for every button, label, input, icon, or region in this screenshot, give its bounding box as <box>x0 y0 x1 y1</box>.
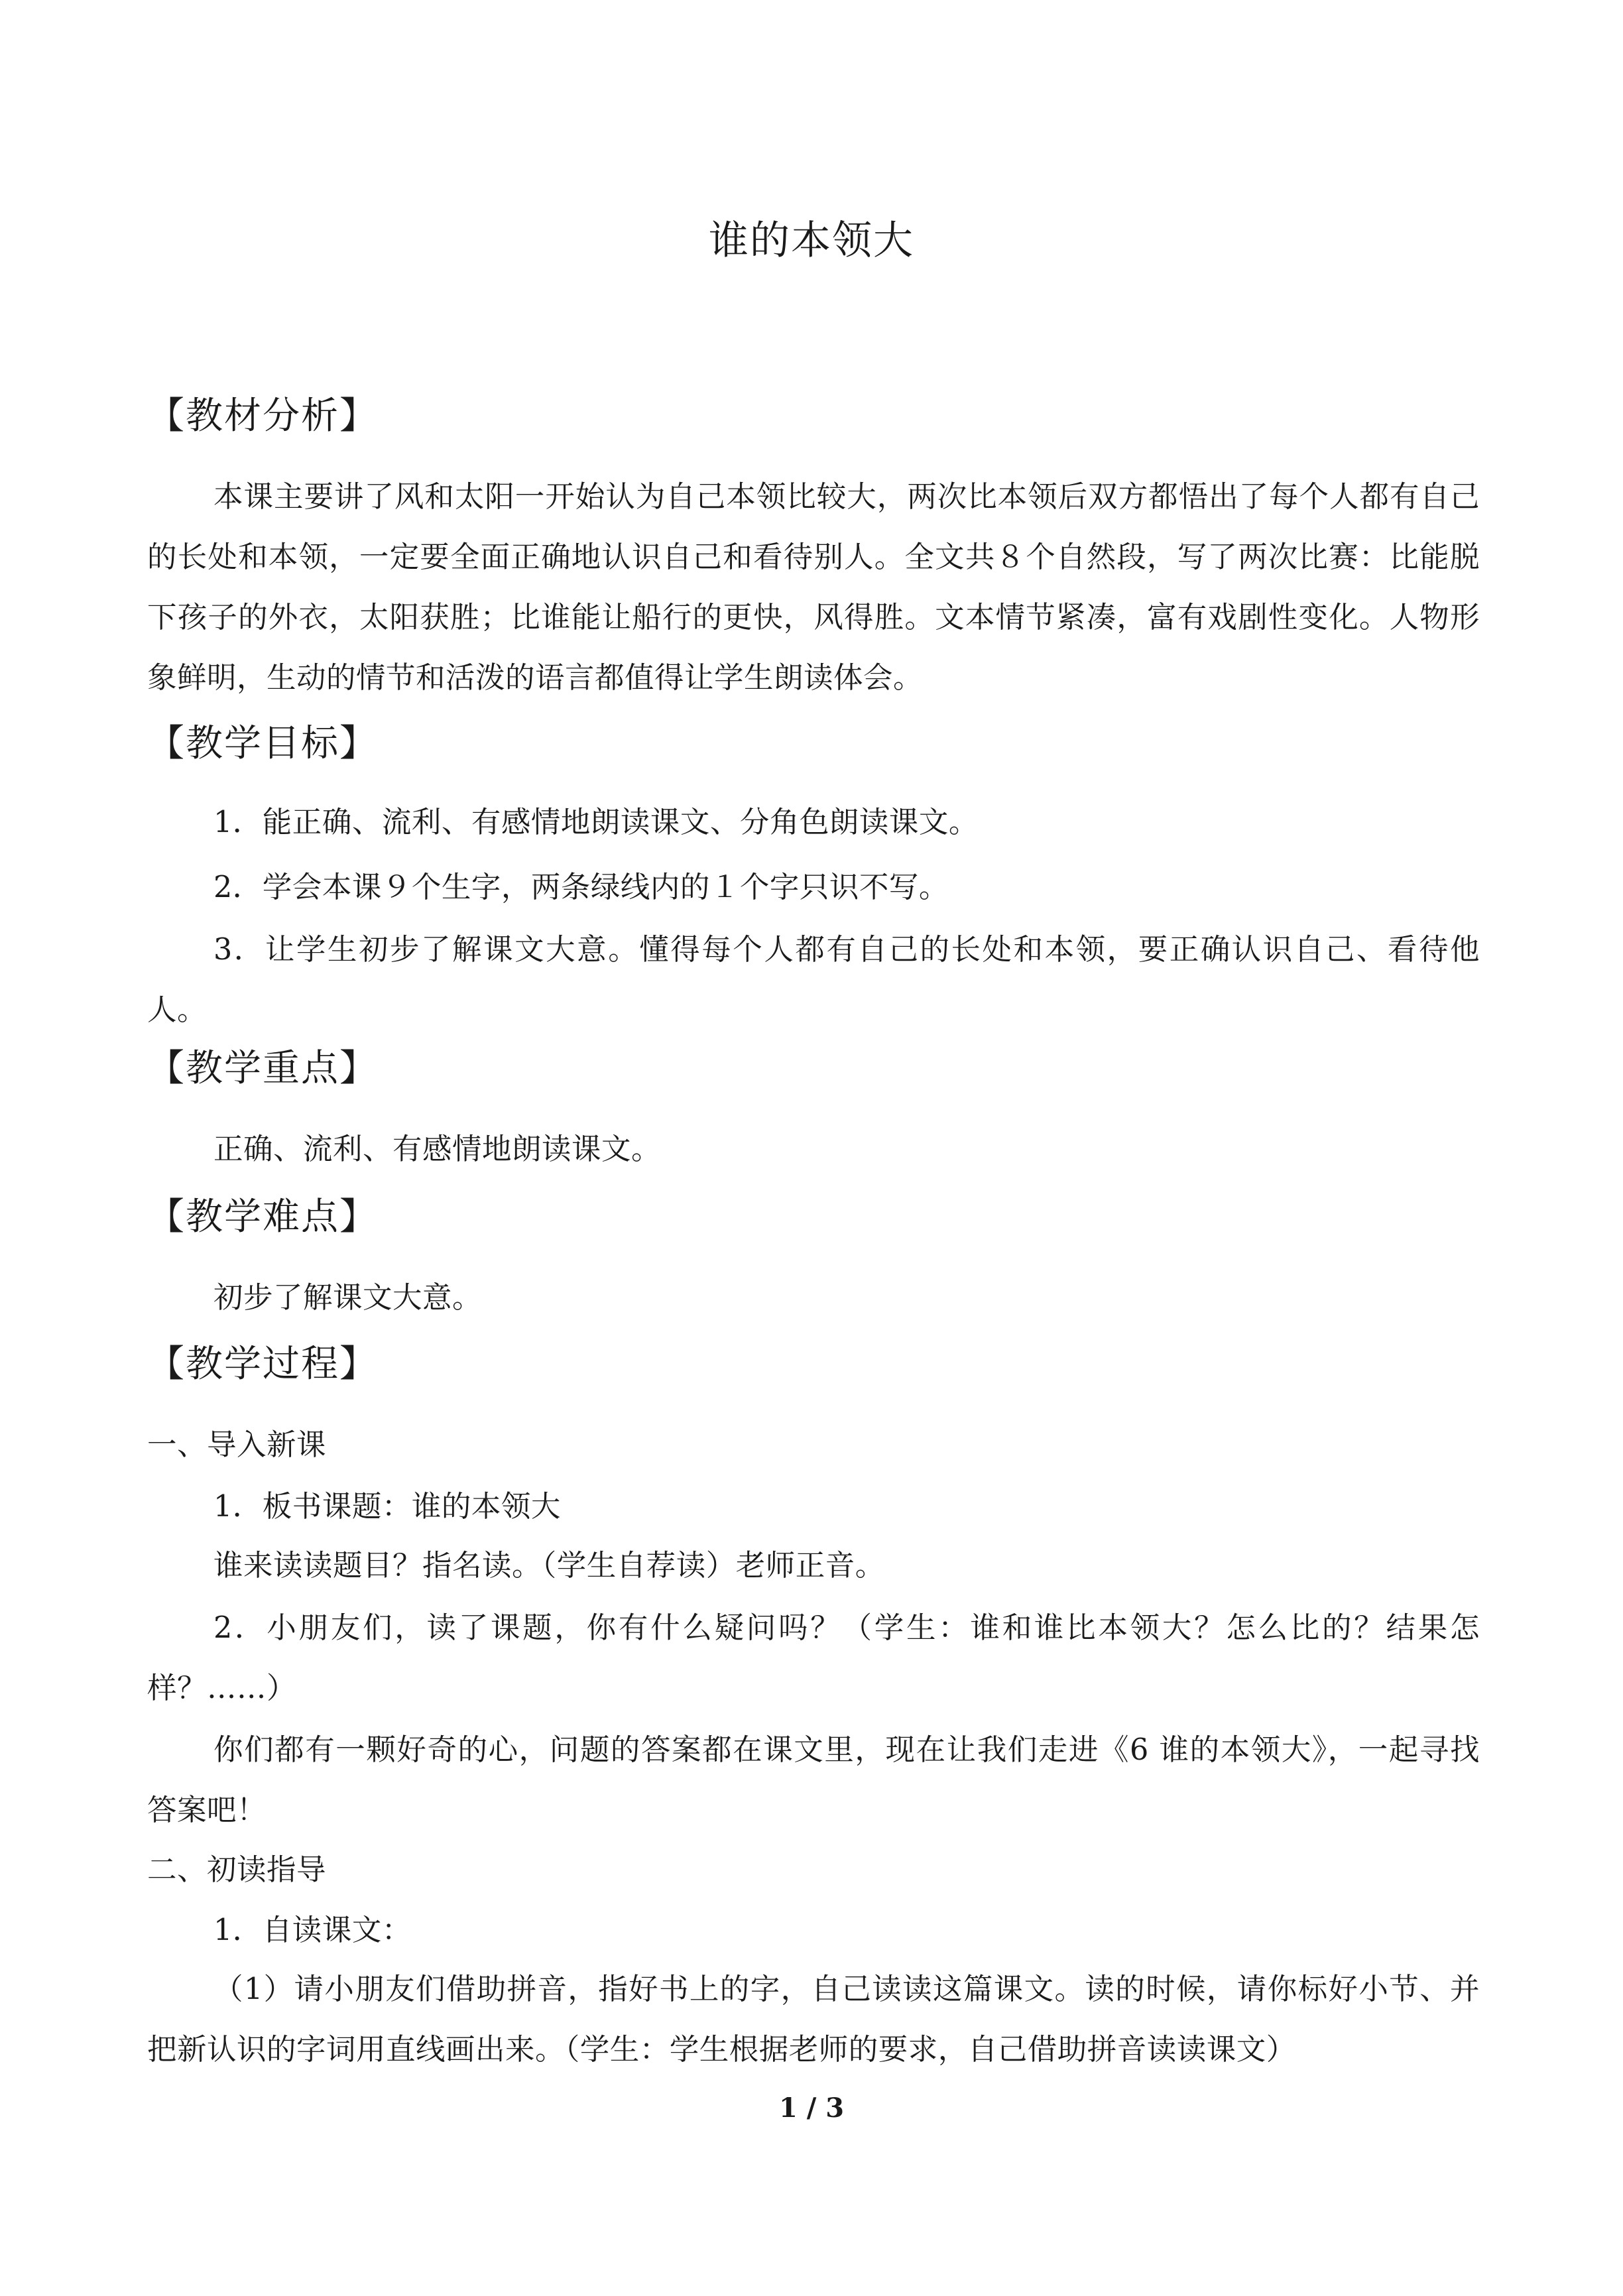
goal-item-2: 2．学会本课９个生字，两条绿线内的１个字只识不写。 <box>213 871 949 904</box>
key-points-text: 正确、流利、有感情地朗读课文。 <box>213 1132 662 1166</box>
goal-item-1: 1．能正确、流利、有感情地朗读课文、分角色朗读课文。 <box>213 806 979 839</box>
process-part1-item2: 2．小朋友们，读了课题，你有什么疑问吗？（学生：谁和谁比本领大？怎么比的？结果怎样？……） <box>147 1611 1480 1705</box>
heading-analysis: 【教材分析】 <box>147 394 378 438</box>
page-indicator: 1 / 3 <box>778 2092 845 2124</box>
difficulties-text: 初步了解课文大意。 <box>213 1281 483 1315</box>
analysis-paragraph: 本课主要讲了风和太阳一开始认为自己本领比较大，两次比本领后双方都悟出了每个人都有自己的长处和本领，一定要全面正确地认识自己和看待别人。全文共８个自然段，写了两次比赛：比能脱下孩子的外衣，太阳获胜；比谁能让船行的更快，风得胜。文本情节紧凑，富有戏剧性变化。人物形象鲜明，生动的情节和活泼的语言都值得让学生朗读体会。 <box>147 480 1480 695</box>
document-title: 谁的本领大 <box>709 217 914 264</box>
heading-difficulties: 【教学难点】 <box>147 1195 378 1239</box>
process-part1-item1: 1．板书课题：谁的本领大 <box>213 1490 561 1524</box>
goal-item-3: 3．让学生初步了解课文大意。懂得每个人都有自己的长处和本领，要正确认识自己、看待他人。 <box>147 933 1480 1027</box>
heading-process: 【教学过程】 <box>147 1343 378 1386</box>
process-part2-item1-sub1: （1）请小朋友们借助拼音，指好书上的字，自己读读这篇课文。读的时候，请你标好小节、并把新认识的字词用直线画出来。（学生：学生根据老师的要求，自己借助拼音读读课文） <box>147 1972 1480 2067</box>
process-part1-item1-detail: 谁来读读题目？指名读。（学生自荐读）老师正音。 <box>213 1549 885 1583</box>
heading-goals: 【教学目标】 <box>147 722 378 765</box>
process-part2-item1: 1．自读课文： <box>213 1913 412 1947</box>
process-part2-title: 二、初读指导 <box>147 1853 327 1887</box>
process-part1-item2-detail: 你们都有一颗好奇的心，问题的答案都在课文里，现在让我们走进《6 谁的本领大》，一起寻找答案吧！ <box>147 1733 1480 1827</box>
process-part1-title: 一、导入新课 <box>147 1428 327 1462</box>
heading-key-points: 【教学重点】 <box>147 1047 378 1090</box>
